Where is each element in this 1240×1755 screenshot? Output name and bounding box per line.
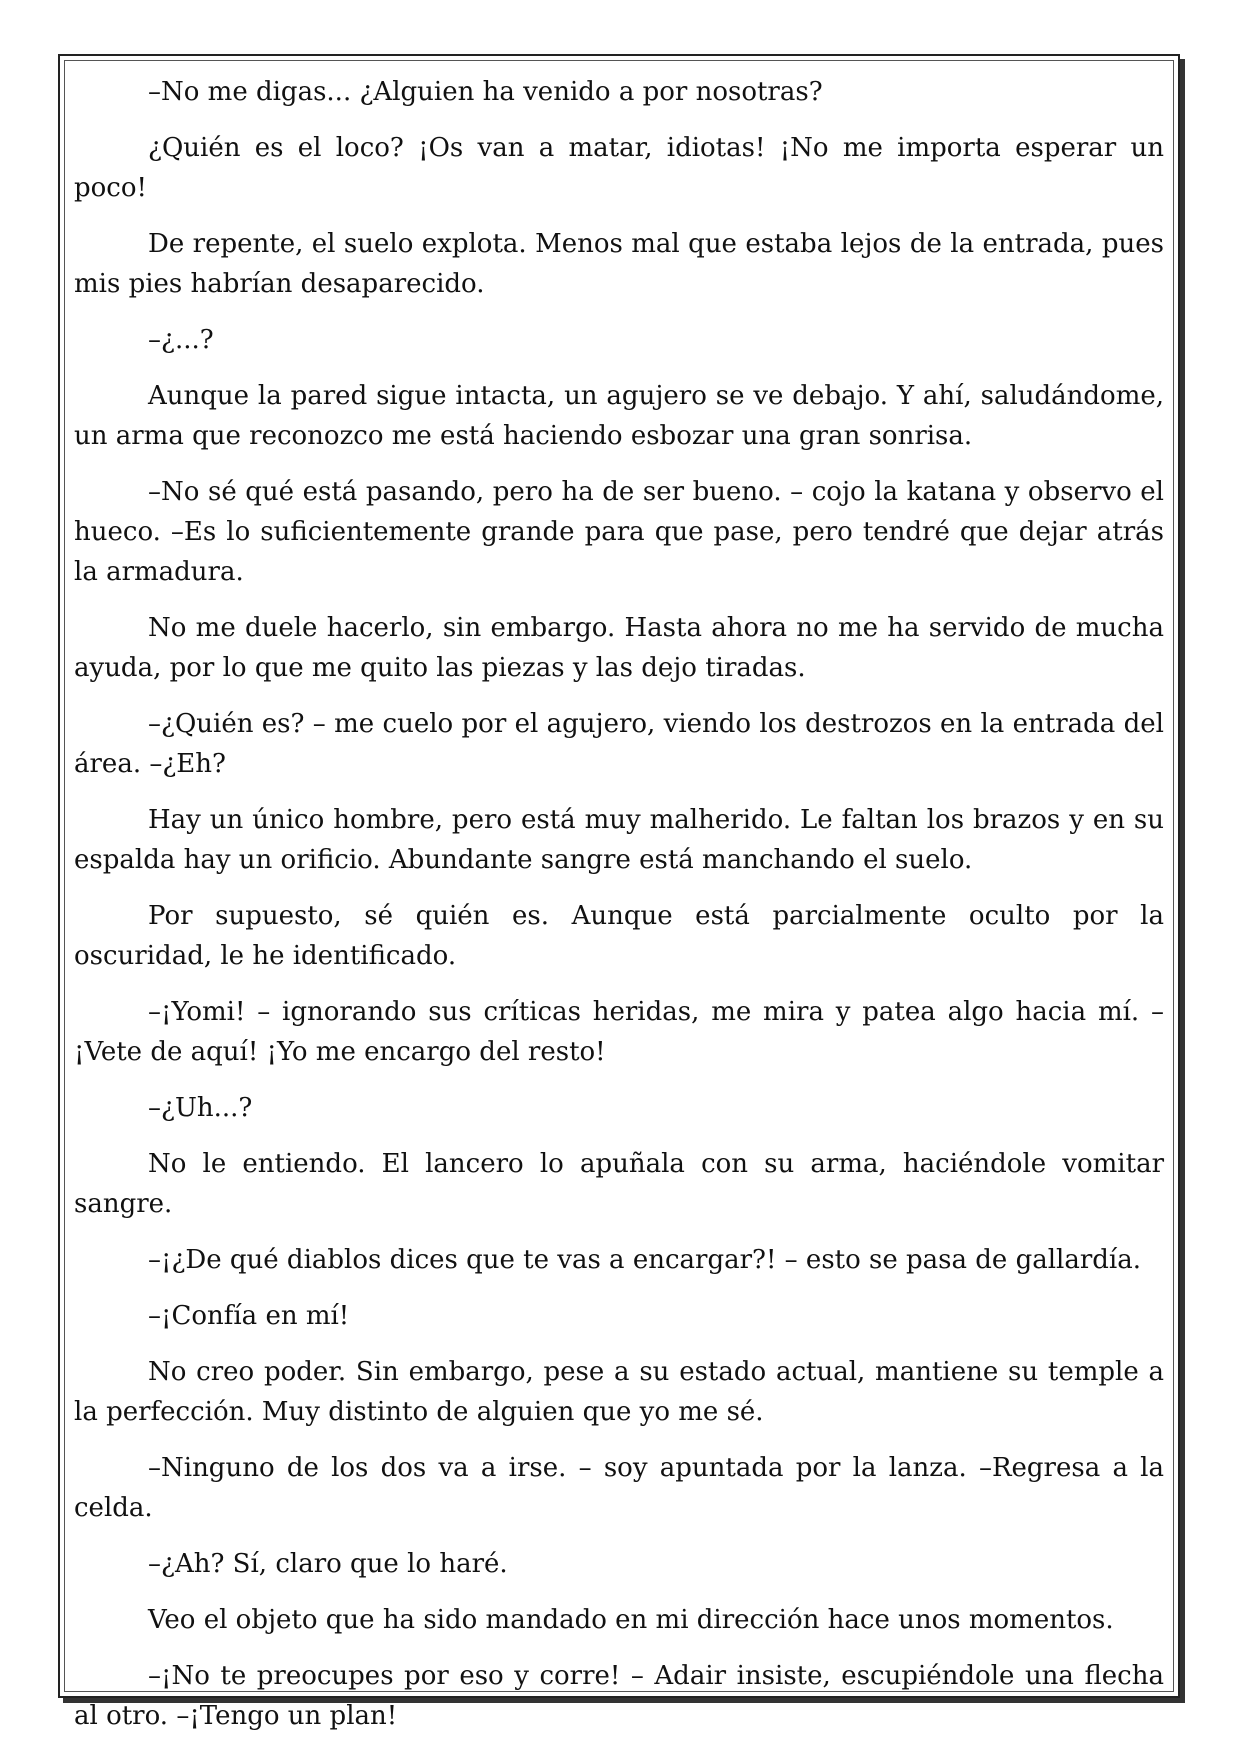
- paragraph: –¡No te preocupes por eso y corre! – Adair insiste, escupiéndole una flecha al otro. –¡Tengo un plan!: [74, 1661, 1164, 1731]
- paragraph: –¿Ah? Sí, claro que lo haré.: [148, 1549, 508, 1579]
- paragraph: Veo el objeto que ha sido mandado en mi dirección hace unos momentos.: [148, 1605, 1114, 1635]
- paragraph: No le entiendo. El lancero lo apuñala con su arma, haciéndole vomitar sangre.: [74, 1149, 1164, 1219]
- paragraph: –No sé qué está pasando, pero ha de ser bueno. – cojo la katana y observo el hueco. –Es lo suficientemente grande para que pase, pero tendré que dejar atrás la armadura.: [74, 477, 1164, 587]
- paragraph: –¡Confía en mí!: [148, 1301, 350, 1331]
- paragraph: –¡¿De qué diablos dices que te vas a encargar?! – esto se pasa de gallardía.: [148, 1245, 1142, 1275]
- paragraph: –Ninguno de los dos va a irse. – soy apuntada por la lanza. –Regresa a la celda.: [74, 1453, 1164, 1523]
- paragraph: ¿Quién es el loco? ¡Os van a matar, idiotas! ¡No me importa esperar un poco!: [74, 133, 1164, 203]
- paragraph: De repente, el suelo explota. Menos mal que estaba lejos de la entrada, pues mis pies habrían desaparecido.: [74, 229, 1164, 299]
- paragraph: No creo poder. Sin embargo, pese a su estado actual, mantiene su temple a la perfección. Muy distinto de alguien que yo me sé.: [74, 1357, 1164, 1427]
- paragraph: No me duele hacerlo, sin embargo. Hasta ahora no me ha servido de mucha ayuda, por lo que me quito las piezas y las dejo tiradas.: [74, 613, 1164, 683]
- story-text: [74, 72, 1164, 1752]
- paragraph: Por supuesto, sé quién es. Aunque está parcialmente oculto por la oscuridad, le he identificado.: [74, 901, 1164, 971]
- paragraph: –¿Uh...?: [148, 1093, 253, 1123]
- paragraph: –¡Yomi! – ignorando sus críticas heridas, me mira y patea algo hacia mí. –¡Vete de aquí! ¡Yo me encargo del resto!: [74, 997, 1164, 1067]
- paragraph: –¿Quién es? – me cuelo por el agujero, viendo los destrozos en la entrada del área. –¿Eh?: [74, 709, 1164, 779]
- paragraph: –¿...?: [148, 325, 214, 355]
- paragraph: Hay un único hombre, pero está muy malherido. Le faltan los brazos y en su espalda hay un orificio. Abundante sangre está manchando el suelo.: [74, 805, 1164, 875]
- paragraph: –No me digas... ¿Alguien ha venido a por nosotras?: [148, 77, 823, 107]
- paragraph: Aunque la pared sigue intacta, un agujero se ve debajo. Y ahí, saludándome, un arma que reconozco me está haciendo esbozar una gran sonrisa.: [74, 381, 1164, 451]
